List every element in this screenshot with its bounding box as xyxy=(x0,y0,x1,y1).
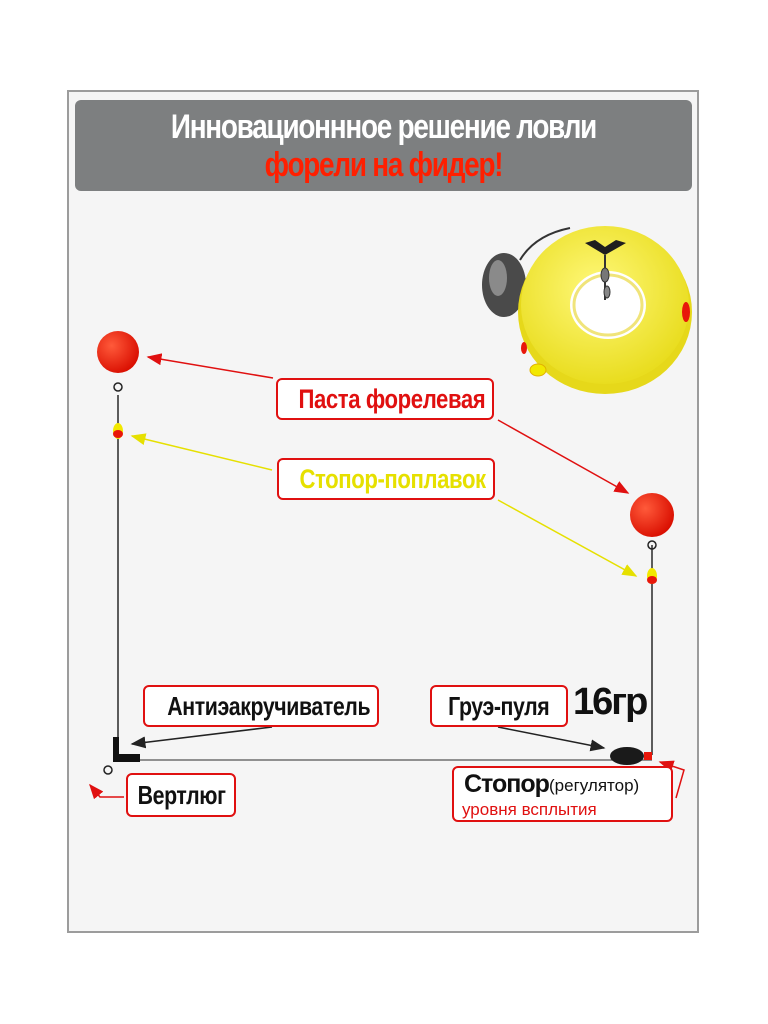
stopper-subtitle: (регулятор) xyxy=(549,776,640,795)
reel-product-image xyxy=(482,226,692,394)
arrow-stopper-left xyxy=(132,436,272,470)
arrow-anti-twist xyxy=(132,727,272,744)
label-stopper-float: Стопор-поплавок xyxy=(277,458,495,500)
label-stopper-main xyxy=(452,766,673,822)
arrow-stopper-right xyxy=(498,500,636,576)
arrow-paste-right xyxy=(498,420,628,493)
right-bait-ball xyxy=(630,493,674,537)
swivel-shape xyxy=(104,766,112,774)
bullet-sinker xyxy=(610,747,644,765)
title-line-2: форели на фидер! xyxy=(264,146,503,184)
arrow-sinker xyxy=(498,727,604,748)
anti-twist-boom xyxy=(113,737,140,762)
label-anti-twist: Антиэакручиватель xyxy=(143,685,379,727)
label-weight: 16гр xyxy=(573,681,647,723)
left-bait-ball xyxy=(97,331,139,373)
label-paste: Паста форелевая xyxy=(276,378,494,420)
stopper-shape xyxy=(644,752,652,760)
title-line-1: Инновационнное решение ловли xyxy=(170,108,597,146)
arrow-swivel xyxy=(90,785,124,797)
stopper-title: Стопор xyxy=(464,770,549,798)
arrow-paste-left xyxy=(148,357,273,378)
stopper-line2: уровня всплытия xyxy=(462,800,597,819)
left-hook-eye xyxy=(114,383,122,391)
label-swivel: Вертлюг xyxy=(126,773,236,817)
label-sinker: Груэ-пуля xyxy=(430,685,568,727)
